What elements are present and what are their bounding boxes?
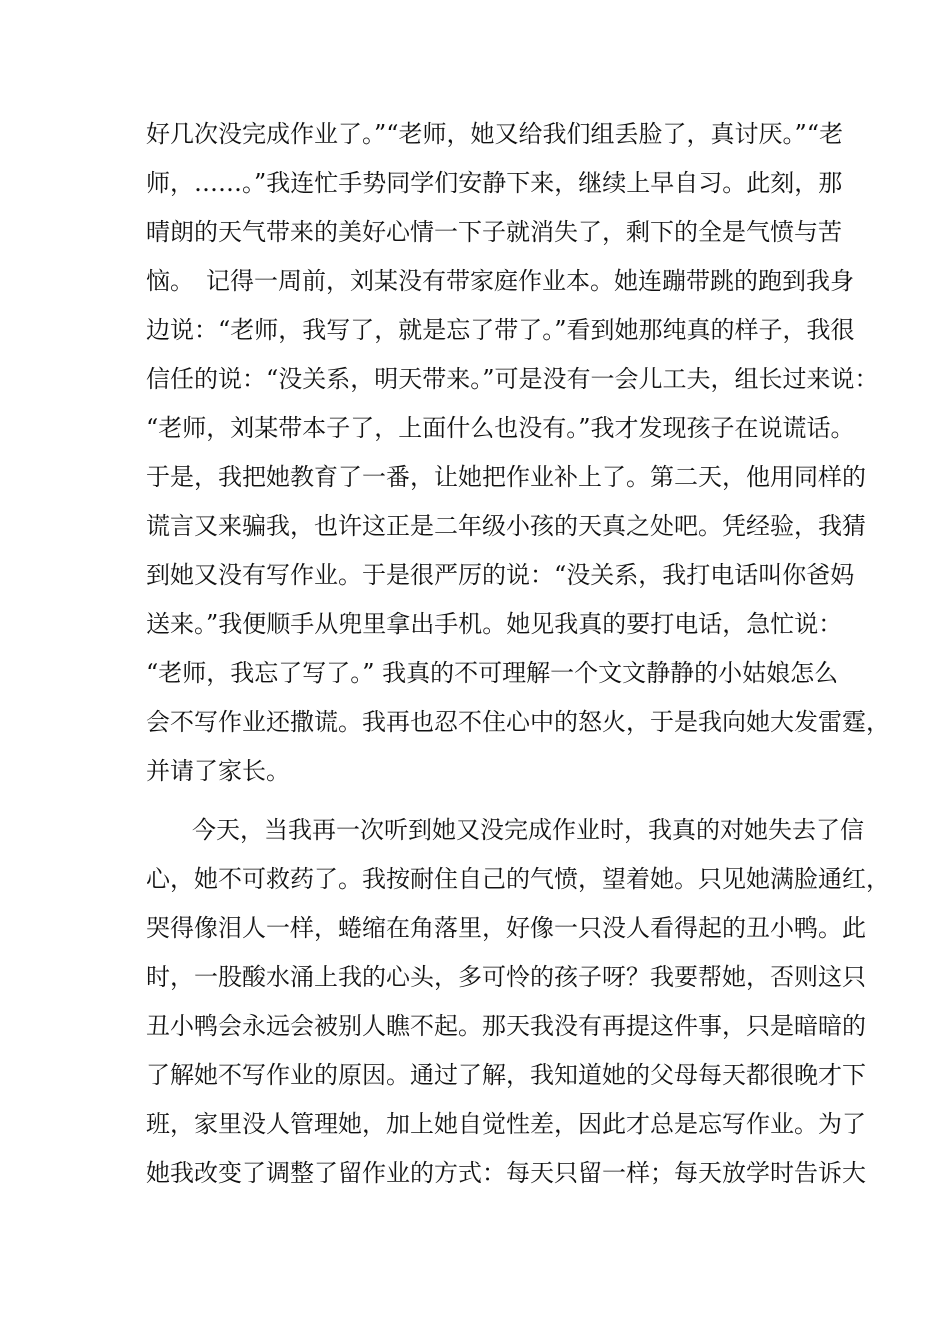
- text-line: 晴朗的天气带来的美好心情一下子就消失了，剩下的全是气愤与苦: [146, 218, 842, 246]
- text-line: 会不写作业还撒谎。我再也忍不住心中的怒火，于是我向她大发雷霆，: [146, 708, 890, 736]
- text-line: 谎言又来骗我，也许这正是二年级小孩的天真之处吧。凭经验，我猜: [146, 512, 866, 540]
- text-line: 哭得像泪人一样，蜷缩在角落里，好像一只没人看得起的丑小鸭。此: [146, 914, 866, 942]
- text-line: 于是，我把她教育了一番，让她把作业补上了。第二天，他用同样的: [146, 463, 866, 491]
- text-line: 心，她不可救药了。我按耐住自己的气愤，望着她。只见她满脸通红，: [146, 865, 890, 893]
- text-line: 班，家里没人管理她，加上她自觉性差，因此才总是忘写作业。为了: [146, 1110, 866, 1138]
- text-line: 并请了家长。: [146, 757, 290, 785]
- text-line: 送来。”我便顺手从兜里拿出手机。她见我真的要打电话，急忙说：: [146, 610, 843, 638]
- text-line: 师，……。”我连忙手势同学们安静下来，继续上早自习。此刻，那: [146, 169, 843, 197]
- text-line: 了解她不写作业的原因。通过了解，我知道她的父母每天都很晚才下: [146, 1061, 866, 1089]
- text-line: 今天，当我再一次听到她又没完成作业时，我真的对她失去了信: [192, 816, 864, 844]
- paragraph-1: [146, 114, 890, 791]
- text-line: “老师，刘某带本子了，上面什么也没有。”我才发现孩子在说谎话。: [146, 414, 855, 442]
- text-line: 好几次没完成作业了。”“老师，她又给我们组丢脸了，真讨厌。”“老: [146, 120, 844, 148]
- text-line: 边说：“老师，我写了，就是忘了带了。”看到她那纯真的样子，我很: [146, 316, 855, 344]
- paragraph-2: [146, 810, 890, 1193]
- text-line: 到她又没有写作业。于是很严厉的说：“没关系，我打电话叫你爸妈: [146, 561, 855, 589]
- text-line: 丑小鸭会永远会被别人瞧不起。那天我没有再提这件事，只是暗暗的: [146, 1012, 866, 1040]
- text-line: 时，一股酸水涌上我的心头，多可怜的孩子呀？我要帮她，否则这只: [146, 963, 866, 991]
- text-line: 恼。 记得一周前，刘某没有带家庭作业本。她连蹦带跳的跑到我身: [146, 267, 854, 295]
- text-line: 她我改变了调整了留作业的方式：每天只留一样；每天放学时告诉大: [146, 1159, 866, 1187]
- text-line: 信任的说：“没关系，明天带来。”可是没有一会儿工夫，组长过来说：: [146, 365, 879, 393]
- text-line: “老师，我忘了写了。” 我真的不可理解一个文文静静的小姑娘怎么: [146, 659, 839, 687]
